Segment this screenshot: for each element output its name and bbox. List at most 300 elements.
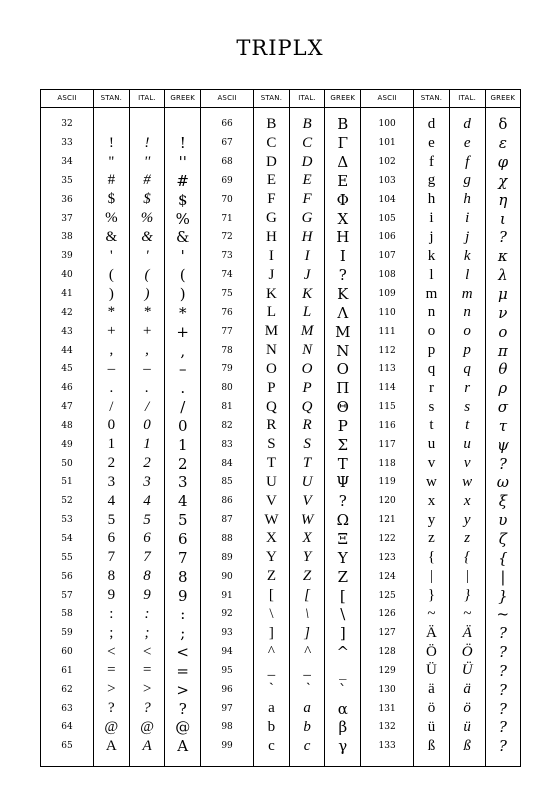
header-row bbox=[41, 90, 521, 108]
standard-glyph-cell: / bbox=[94, 398, 130, 417]
ascii-code-cell: 68 bbox=[201, 153, 254, 172]
standard-glyph-cell: 4 bbox=[94, 492, 130, 511]
table-row bbox=[41, 172, 521, 191]
ascii-code-cell: 101 bbox=[361, 134, 414, 153]
greek-glyph-cell: 6 bbox=[165, 530, 201, 549]
standard-glyph-cell: ( bbox=[94, 266, 130, 285]
table-row bbox=[41, 680, 521, 699]
italic-glyph-cell: $ bbox=[129, 190, 165, 209]
standard-glyph-cell: n bbox=[414, 303, 450, 322]
standard-glyph-cell: _ bbox=[254, 661, 290, 680]
italic-glyph-cell: n bbox=[449, 303, 485, 322]
greek-glyph-cell: $ bbox=[165, 190, 201, 209]
greek-glyph-cell: α bbox=[325, 699, 361, 718]
italic-glyph-cell: 1 bbox=[129, 435, 165, 454]
italic-glyph-cell: { bbox=[449, 548, 485, 567]
italic-glyph-cell: I bbox=[289, 247, 325, 266]
greek-glyph-cell: φ bbox=[485, 153, 521, 172]
greek-glyph-cell: Κ bbox=[325, 285, 361, 304]
table-row bbox=[41, 661, 521, 680]
greek-glyph-cell: ! bbox=[165, 134, 201, 153]
standard-glyph-cell: 6 bbox=[94, 530, 130, 549]
greek-glyph-cell: Φ bbox=[325, 190, 361, 209]
italic-glyph-cell: 6 bbox=[129, 530, 165, 549]
greek-glyph-cell: Τ bbox=[325, 454, 361, 473]
standard-glyph-cell: ö bbox=[414, 699, 450, 718]
italic-glyph-cell: 5 bbox=[129, 511, 165, 530]
standard-glyph-cell: \ bbox=[254, 605, 290, 624]
italic-glyph-cell: x bbox=[449, 492, 485, 511]
standard-glyph-cell: T bbox=[254, 454, 290, 473]
greek-glyph-cell: κ bbox=[485, 247, 521, 266]
ascii-code-cell: 49 bbox=[41, 435, 94, 454]
italic-glyph-cell: i bbox=[449, 209, 485, 228]
italic-glyph-cell: v bbox=[449, 454, 485, 473]
ascii-code-cell: 52 bbox=[41, 492, 94, 511]
ascii-code-cell: 64 bbox=[41, 718, 94, 737]
standard-glyph-cell: K bbox=[254, 285, 290, 304]
ascii-code-cell: 112 bbox=[361, 341, 414, 360]
ascii-code-cell: 122 bbox=[361, 530, 414, 549]
greek-glyph-cell: / bbox=[165, 398, 201, 417]
standard-glyph-cell: r bbox=[414, 379, 450, 398]
standard-glyph-cell: Z bbox=[254, 567, 290, 586]
ascii-code-cell: 71 bbox=[201, 209, 254, 228]
italic-glyph-cell: < bbox=[129, 643, 165, 662]
greek-glyph-cell: \ bbox=[325, 605, 361, 624]
greek-glyph-cell: | bbox=[485, 567, 521, 586]
greek-glyph-cell: ξ bbox=[485, 492, 521, 511]
greek-glyph-cell: 5 bbox=[165, 511, 201, 530]
ascii-code-cell: 107 bbox=[361, 247, 414, 266]
italic-glyph-cell: \ bbox=[289, 605, 325, 624]
standard-glyph-cell: } bbox=[414, 586, 450, 605]
italic-glyph-cell: # bbox=[129, 172, 165, 191]
standard-glyph-cell: X bbox=[254, 530, 290, 549]
italic-glyph-cell: y bbox=[449, 511, 485, 530]
italic-glyph-cell: = bbox=[129, 661, 165, 680]
italic-glyph-cell: > bbox=[129, 680, 165, 699]
italic-glyph-cell: ( bbox=[129, 266, 165, 285]
ascii-code-cell: 80 bbox=[201, 379, 254, 398]
standard-glyph-cell: t bbox=[414, 417, 450, 436]
italic-glyph-cell: C bbox=[289, 134, 325, 153]
table-row bbox=[41, 247, 521, 266]
greek-glyph-cell: 8 bbox=[165, 567, 201, 586]
italic-glyph-cell: e bbox=[449, 134, 485, 153]
ascii-code-cell: 59 bbox=[41, 624, 94, 643]
italic-glyph-cell: 2 bbox=[129, 454, 165, 473]
ascii-code-cell: 83 bbox=[201, 435, 254, 454]
standard-glyph-cell: e bbox=[414, 134, 450, 153]
ascii-code-cell: 88 bbox=[201, 530, 254, 549]
column-header: GREEK bbox=[325, 90, 361, 108]
table-row bbox=[41, 190, 521, 209]
italic-glyph-cell: ö bbox=[449, 699, 485, 718]
ascii-code-cell: 133 bbox=[361, 737, 414, 766]
greek-glyph-cell: Υ bbox=[325, 548, 361, 567]
ascii-code-cell: 36 bbox=[41, 190, 94, 209]
column-header: STAN. bbox=[254, 90, 290, 108]
italic-glyph-cell: 9 bbox=[129, 586, 165, 605]
standard-glyph-cell: N bbox=[254, 341, 290, 360]
standard-glyph-cell: y bbox=[414, 511, 450, 530]
ascii-code-cell: 97 bbox=[201, 699, 254, 718]
greek-glyph-cell: ` bbox=[325, 680, 361, 699]
greek-glyph-cell: + bbox=[165, 322, 201, 341]
greek-glyph-cell: ε bbox=[485, 134, 521, 153]
standard-glyph-cell: ! bbox=[94, 134, 130, 153]
table-row bbox=[41, 511, 521, 530]
standard-glyph-cell: S bbox=[254, 435, 290, 454]
italic-glyph-cell: U bbox=[289, 473, 325, 492]
italic-glyph-cell: O bbox=[289, 360, 325, 379]
ascii-code-cell: 43 bbox=[41, 322, 94, 341]
greek-glyph-cell: ? bbox=[485, 454, 521, 473]
standard-glyph-cell: M bbox=[254, 322, 290, 341]
standard-glyph-cell: g bbox=[414, 172, 450, 191]
standard-glyph-cell: Ü bbox=[414, 661, 450, 680]
column-header: GREEK bbox=[165, 90, 201, 108]
table-row bbox=[41, 360, 521, 379]
standard-glyph-cell: D bbox=[254, 153, 290, 172]
greek-glyph-cell: Λ bbox=[325, 303, 361, 322]
italic-glyph-cell: X bbox=[289, 530, 325, 549]
ascii-code-cell: 54 bbox=[41, 530, 94, 549]
greek-glyph-cell: = bbox=[165, 661, 201, 680]
ascii-code-cell: 46 bbox=[41, 379, 94, 398]
greek-glyph-cell: Ν bbox=[325, 341, 361, 360]
italic-glyph-cell: | bbox=[449, 567, 485, 586]
ascii-code-cell: 65 bbox=[41, 737, 94, 766]
italic-glyph-cell: G bbox=[289, 209, 325, 228]
ascii-code-cell: 48 bbox=[41, 417, 94, 436]
italic-glyph-cell: Y bbox=[289, 548, 325, 567]
ascii-code-cell: 87 bbox=[201, 511, 254, 530]
ascii-code-cell: 120 bbox=[361, 492, 414, 511]
greek-glyph-cell: 2 bbox=[165, 454, 201, 473]
greek-glyph-cell: & bbox=[165, 228, 201, 247]
italic-glyph-cell: M bbox=[289, 322, 325, 341]
greek-glyph-cell: ? bbox=[485, 228, 521, 247]
greek-glyph-cell: 0 bbox=[165, 417, 201, 436]
greek-glyph-cell: η bbox=[485, 190, 521, 209]
ascii-code-cell: 94 bbox=[201, 643, 254, 662]
table-row bbox=[41, 473, 521, 492]
table-row bbox=[41, 379, 521, 398]
ascii-code-cell: 79 bbox=[201, 360, 254, 379]
ascii-code-cell: 47 bbox=[41, 398, 94, 417]
ascii-code-cell: 56 bbox=[41, 567, 94, 586]
ascii-code-cell: 117 bbox=[361, 435, 414, 454]
italic-glyph-cell: d bbox=[449, 108, 485, 134]
italic-glyph-cell: o bbox=[449, 322, 485, 341]
italic-glyph-cell: r bbox=[449, 379, 485, 398]
italic-glyph-cell: ~ bbox=[449, 605, 485, 624]
greek-glyph-cell: Ω bbox=[325, 511, 361, 530]
table-row bbox=[41, 492, 521, 511]
standard-glyph-cell: C bbox=[254, 134, 290, 153]
ascii-code-cell: 99 bbox=[201, 737, 254, 766]
standard-glyph-cell: P bbox=[254, 379, 290, 398]
table-row bbox=[41, 567, 521, 586]
standard-glyph-cell: O bbox=[254, 360, 290, 379]
standard-glyph-cell: ü bbox=[414, 718, 450, 737]
standard-glyph-cell: ~ bbox=[414, 605, 450, 624]
table-row bbox=[41, 108, 521, 134]
table-row bbox=[41, 341, 521, 360]
column-header: ASCII bbox=[41, 90, 94, 108]
ascii-code-cell: 108 bbox=[361, 266, 414, 285]
ascii-code-cell: 63 bbox=[41, 699, 94, 718]
standard-glyph-cell: x bbox=[414, 492, 450, 511]
greek-glyph-cell: , bbox=[165, 341, 201, 360]
italic-glyph-cell: R bbox=[289, 417, 325, 436]
column-header: ASCII bbox=[201, 90, 254, 108]
italic-glyph-cell: . bbox=[129, 379, 165, 398]
greek-glyph-cell: ) bbox=[165, 285, 201, 304]
table-row bbox=[41, 209, 521, 228]
standard-glyph-cell: [ bbox=[254, 586, 290, 605]
italic-glyph-cell: @ bbox=[129, 718, 165, 737]
standard-glyph-cell: ä bbox=[414, 680, 450, 699]
italic-glyph-cell: c bbox=[289, 737, 325, 766]
table-row bbox=[41, 322, 521, 341]
greek-glyph-cell: 1 bbox=[165, 435, 201, 454]
standard-glyph-cell: I bbox=[254, 247, 290, 266]
table-row bbox=[41, 266, 521, 285]
italic-glyph-cell: F bbox=[289, 190, 325, 209]
standard-glyph-cell: s bbox=[414, 398, 450, 417]
standard-glyph-cell: Ä bbox=[414, 624, 450, 643]
table-row bbox=[41, 454, 521, 473]
standard-glyph-cell: Q bbox=[254, 398, 290, 417]
standard-glyph-cell: V bbox=[254, 492, 290, 511]
standard-glyph-cell: G bbox=[254, 209, 290, 228]
table-row bbox=[41, 586, 521, 605]
greek-glyph-cell: Ζ bbox=[325, 567, 361, 586]
column-header: STAN. bbox=[414, 90, 450, 108]
italic-glyph-cell: t bbox=[449, 417, 485, 436]
greek-glyph-cell: ? bbox=[165, 699, 201, 718]
italic-glyph-cell: g bbox=[449, 172, 485, 191]
table-body bbox=[41, 108, 521, 767]
ascii-code-cell: 57 bbox=[41, 586, 94, 605]
ascii-code-cell: 100 bbox=[361, 108, 414, 134]
ascii-code-cell: 69 bbox=[201, 172, 254, 191]
standard-glyph-cell: > bbox=[94, 680, 130, 699]
ascii-code-cell: 124 bbox=[361, 567, 414, 586]
greek-glyph-cell: Ψ bbox=[325, 473, 361, 492]
ascii-code-cell: 129 bbox=[361, 661, 414, 680]
greek-glyph-cell: ο bbox=[485, 322, 521, 341]
greek-glyph-cell: σ bbox=[485, 398, 521, 417]
standard-glyph-cell: U bbox=[254, 473, 290, 492]
greek-glyph-cell: % bbox=[165, 209, 201, 228]
ascii-code-cell: 82 bbox=[201, 417, 254, 436]
italic-glyph-cell: h bbox=[449, 190, 485, 209]
greek-glyph-cell: Θ bbox=[325, 398, 361, 417]
greek-glyph-cell: Β bbox=[325, 108, 361, 134]
ascii-code-cell: 119 bbox=[361, 473, 414, 492]
ascii-code-cell: 62 bbox=[41, 680, 94, 699]
greek-glyph-cell: { bbox=[485, 548, 521, 567]
italic-glyph-cell: V bbox=[289, 492, 325, 511]
standard-glyph-cell: o bbox=[414, 322, 450, 341]
italic-glyph-cell: ) bbox=[129, 285, 165, 304]
standard-glyph-cell: – bbox=[94, 360, 130, 379]
standard-glyph-cell: B bbox=[254, 108, 290, 134]
standard-glyph-cell: ] bbox=[254, 624, 290, 643]
greek-glyph-cell: ? bbox=[485, 661, 521, 680]
greek-glyph-cell: ν bbox=[485, 303, 521, 322]
standard-glyph-cell: 1 bbox=[94, 435, 130, 454]
standard-glyph-cell: W bbox=[254, 511, 290, 530]
greek-glyph-cell: θ bbox=[485, 360, 521, 379]
greek-glyph-cell: Π bbox=[325, 379, 361, 398]
greek-glyph-cell: χ bbox=[485, 172, 521, 191]
standard-glyph-cell: < bbox=[94, 643, 130, 662]
ascii-code-cell: 127 bbox=[361, 624, 414, 643]
greek-glyph-cell: A bbox=[165, 737, 201, 766]
greek-glyph-cell: # bbox=[165, 172, 201, 191]
italic-glyph-cell: P bbox=[289, 379, 325, 398]
column-header: GREEK bbox=[485, 90, 521, 108]
standard-glyph-cell: p bbox=[414, 341, 450, 360]
greek-glyph-cell: τ bbox=[485, 417, 521, 436]
greek-glyph-cell: Χ bbox=[325, 209, 361, 228]
italic-glyph-cell: p bbox=[449, 341, 485, 360]
greek-glyph-cell: ψ bbox=[485, 435, 521, 454]
standard-glyph-cell: + bbox=[94, 322, 130, 341]
standard-glyph-cell: , bbox=[94, 341, 130, 360]
standard-glyph-cell: # bbox=[94, 172, 130, 191]
page-title: TRIPLX bbox=[236, 36, 324, 60]
standard-glyph-cell: 3 bbox=[94, 473, 130, 492]
column-header: ITAL. bbox=[449, 90, 485, 108]
italic-glyph-cell: 0 bbox=[129, 417, 165, 436]
italic-glyph-cell: } bbox=[449, 586, 485, 605]
greek-glyph-cell: ? bbox=[485, 737, 521, 766]
greek-glyph-cell: Ι bbox=[325, 247, 361, 266]
ascii-code-cell: 91 bbox=[201, 586, 254, 605]
table-row bbox=[41, 153, 521, 172]
ascii-code-cell: 66 bbox=[201, 108, 254, 134]
standard-glyph-cell: ; bbox=[94, 624, 130, 643]
standard-glyph-cell: L bbox=[254, 303, 290, 322]
ascii-code-cell: 53 bbox=[41, 511, 94, 530]
greek-glyph-cell: – bbox=[165, 360, 201, 379]
standard-glyph-cell: k bbox=[414, 247, 450, 266]
italic-glyph-cell: Ä bbox=[449, 624, 485, 643]
ascii-code-cell: 92 bbox=[201, 605, 254, 624]
standard-glyph-cell: Y bbox=[254, 548, 290, 567]
standard-glyph-cell: '' bbox=[94, 153, 130, 172]
italic-glyph-cell: u bbox=[449, 435, 485, 454]
ascii-code-cell: 121 bbox=[361, 511, 414, 530]
table-row bbox=[41, 737, 521, 766]
standard-glyph-cell: u bbox=[414, 435, 450, 454]
standard-glyph-cell: $ bbox=[94, 190, 130, 209]
standard-glyph-cell: h bbox=[414, 190, 450, 209]
ascii-code-cell: 32 bbox=[41, 108, 94, 134]
greek-glyph-cell: ζ bbox=[485, 530, 521, 549]
table-row bbox=[41, 285, 521, 304]
italic-glyph-cell: ` bbox=[289, 680, 325, 699]
italic-glyph-cell: k bbox=[449, 247, 485, 266]
italic-glyph-cell: K bbox=[289, 285, 325, 304]
greek-glyph-cell: ? bbox=[325, 492, 361, 511]
column-header: STAN. bbox=[94, 90, 130, 108]
ascii-code-cell: 73 bbox=[201, 247, 254, 266]
italic-glyph-cell: b bbox=[289, 718, 325, 737]
standard-glyph-cell: = bbox=[94, 661, 130, 680]
ascii-code-cell: 118 bbox=[361, 454, 414, 473]
greek-glyph-cell: > bbox=[165, 680, 201, 699]
italic-glyph-cell: a bbox=[289, 699, 325, 718]
ascii-code-cell: 61 bbox=[41, 661, 94, 680]
ascii-code-cell: 131 bbox=[361, 699, 414, 718]
standard-glyph-cell: m bbox=[414, 285, 450, 304]
table-row bbox=[41, 228, 521, 247]
greek-glyph-cell: ( bbox=[165, 266, 201, 285]
ascii-code-cell: 89 bbox=[201, 548, 254, 567]
ascii-code-cell: 35 bbox=[41, 172, 94, 191]
ascii-code-cell: 96 bbox=[201, 680, 254, 699]
italic-glyph-cell: ? bbox=[129, 699, 165, 718]
italic-glyph-cell: W bbox=[289, 511, 325, 530]
table-row bbox=[41, 530, 521, 549]
ascii-code-cell: 78 bbox=[201, 341, 254, 360]
ascii-code-cell: 60 bbox=[41, 643, 94, 662]
standard-glyph-cell: a bbox=[254, 699, 290, 718]
ascii-code-cell: 40 bbox=[41, 266, 94, 285]
column-header: ASCII bbox=[361, 90, 414, 108]
ascii-code-cell: 126 bbox=[361, 605, 414, 624]
table-row bbox=[41, 643, 521, 662]
standard-glyph-cell: ? bbox=[94, 699, 130, 718]
italic-glyph-cell: _ bbox=[289, 661, 325, 680]
greek-glyph-cell: < bbox=[165, 643, 201, 662]
standard-glyph-cell: f bbox=[414, 153, 450, 172]
ascii-code-cell: 42 bbox=[41, 303, 94, 322]
italic-glyph-cell: z bbox=[449, 530, 485, 549]
greek-glyph-cell: ? bbox=[485, 680, 521, 699]
italic-glyph-cell: N bbox=[289, 341, 325, 360]
greek-glyph-cell: μ bbox=[485, 285, 521, 304]
ascii-code-cell: 50 bbox=[41, 454, 94, 473]
standard-glyph-cell: 9 bbox=[94, 586, 130, 605]
ascii-code-cell: 39 bbox=[41, 247, 94, 266]
italic-glyph-cell: + bbox=[129, 322, 165, 341]
italic-glyph-cell bbox=[129, 108, 165, 134]
table-row bbox=[41, 134, 521, 153]
greek-glyph-cell: 4 bbox=[165, 492, 201, 511]
greek-glyph-cell: λ bbox=[485, 266, 521, 285]
greek-glyph-cell: Ρ bbox=[325, 417, 361, 436]
standard-glyph-cell: E bbox=[254, 172, 290, 191]
italic-glyph-cell: T bbox=[289, 454, 325, 473]
greek-glyph-cell: Ξ bbox=[325, 530, 361, 549]
greek-glyph-cell: π bbox=[485, 341, 521, 360]
greek-glyph-cell: β bbox=[325, 718, 361, 737]
greek-glyph-cell: : bbox=[165, 605, 201, 624]
greek-glyph-cell: ~ bbox=[485, 605, 521, 624]
standard-glyph-cell: : bbox=[94, 605, 130, 624]
standard-glyph-cell: J bbox=[254, 266, 290, 285]
greek-glyph-cell: @ bbox=[165, 718, 201, 737]
italic-glyph-cell: j bbox=[449, 228, 485, 247]
